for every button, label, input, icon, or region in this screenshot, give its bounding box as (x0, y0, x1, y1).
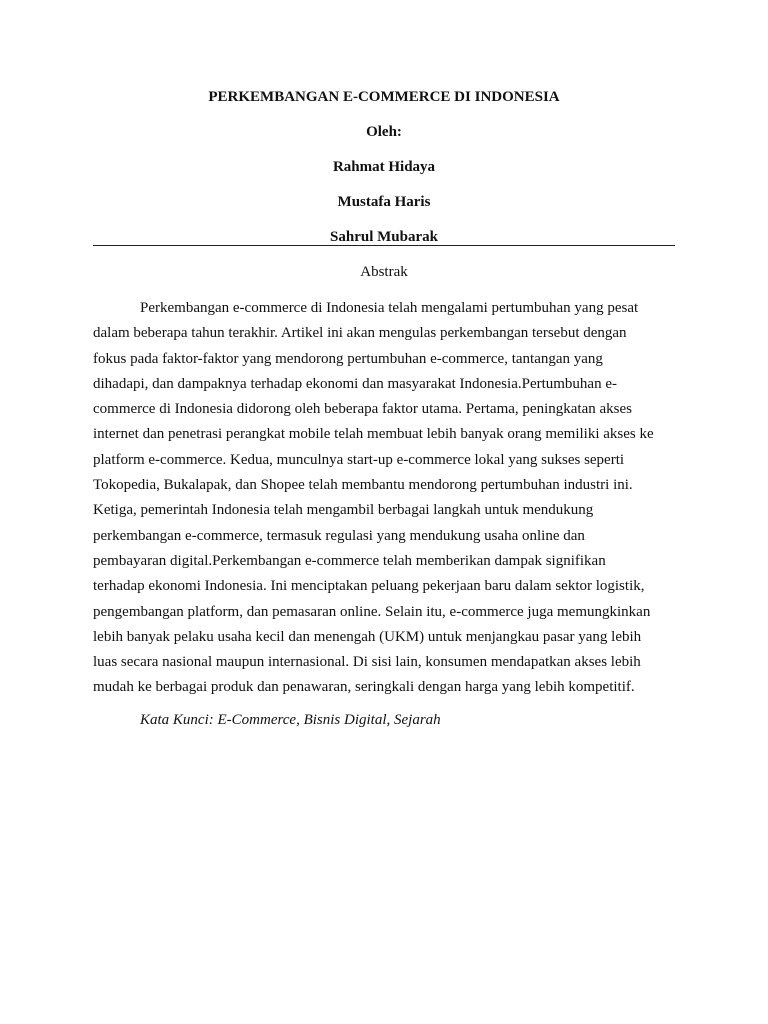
abstract-line: Ketiga, pemerintah Indonesia telah mengambil berbagai langkah untuk mendukung (93, 502, 594, 519)
abstract-paragraph (93, 296, 675, 701)
document-title: PERKEMBANGAN E-COMMERCE DI INDONESIA (208, 89, 560, 105)
author-name: Sahrul Mubarak (330, 229, 438, 245)
abstract-line: mudah ke berbagai produk dan penawaran, seringkali dengan harga yang lebih kompetitif. (93, 679, 635, 696)
abstract-line: luas secara nasional maupun internasional. Di sisi lain, konsumen mendapatkan akses lebih (93, 654, 641, 671)
author-name: Mustafa Haris (337, 194, 431, 210)
keywords: Kata Kunci: E-Commerce, Bisnis Digital, Sejarah (140, 712, 441, 728)
abstract-line: platform e-commerce. Kedua, munculnya start-up e-commerce lokal yang sukses seperti (93, 451, 625, 468)
abstract-line: commerce di Indonesia didorong oleh beberapa faktor utama. Pertama, peningkatan akses (93, 401, 632, 418)
abstract-line: dalam beberapa tahun terakhir. Artikel ini akan mengulas perkembangan tersebut dengan (93, 325, 627, 342)
abstract-line: pembayaran digital.Perkembangan e-commerce telah memberikan dampak signifikan (93, 552, 606, 569)
abstract-heading: Abstrak (360, 264, 408, 280)
abstract-line: terhadap ekonomi Indonesia. Ini menciptakan peluang pekerjaan baru dalam sektor logistik, (93, 578, 645, 595)
abstract-line: Perkembangan e-commerce di Indonesia telah mengalami pertumbuhan yang pesat (140, 300, 639, 316)
abstract-line: dihadapi, dan dampaknya terhadap ekonomi dan masyarakat Indonesia.Pertumbuhan e- (93, 375, 617, 392)
abstract-line: lebih banyak pelaku usaha kecil dan menengah (UKM) untuk menjangkau pasar yang lebih (93, 628, 642, 645)
abstract-line: perkembangan e-commerce, termasuk regulasi yang mendukung usaha online dan (93, 527, 585, 544)
abstract-line: pengembangan platform, dan pemasaran online. Selain itu, e-commerce juga memungkinkan (93, 603, 651, 620)
abstract-line: fokus pada faktor-faktor yang mendorong pertumbuhan e-commerce, tantangan yang (93, 350, 603, 367)
abstract-line: internet dan penetrasi perangkat mobile telah membuat lebih banyak orang memiliki akses ke (93, 426, 654, 443)
horizontal-rule (93, 245, 675, 246)
author-name: Rahmat Hidaya (332, 159, 436, 175)
abstract-line: Tokopedia, Bukalapak, dan Shopee telah membantu mendorong pertumbuhan industri ini. (93, 477, 633, 494)
byline: Oleh: (366, 124, 402, 140)
